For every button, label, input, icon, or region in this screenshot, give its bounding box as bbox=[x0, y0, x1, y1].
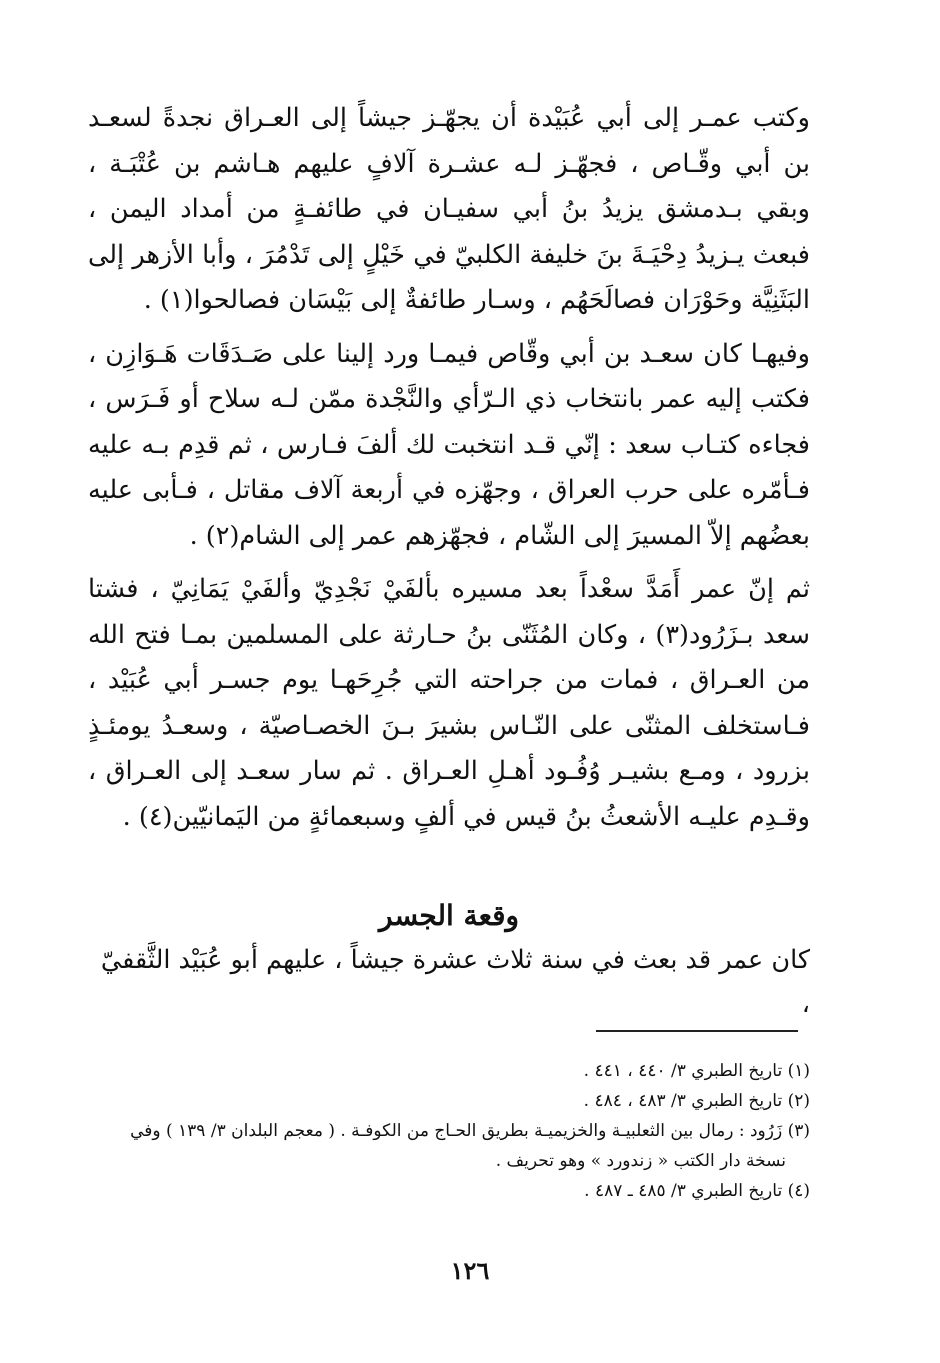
footnote-divider bbox=[596, 1030, 798, 1032]
paragraph-2: وفيهـا كان سعـد بن أبي وقّاص فيمـا ورد إلينا على صَـدَقَات هَـوَازِن ، فكتب إليه عمر بانتخاب ذي الـرّأي والنَّجْدة ممّن لـه سلاح أو فَـرَس ، فجاءه كتـاب سعد : إنّي قـد انتخبت لك ألفَ فـارس ، ثم قدِم بـه عليه فـأمّره على حرب العراق ، وجهّزه في أربعة آلاف مقاتل ، فـأبى عليه بعضُهم إلاّ المسيرَ إلى الشّام ، فجهّزهم عمر إلى الشام(٢) . bbox=[88, 338, 810, 551]
paragraph-1: وكتب عمـر إلى أبي عُبَيْدة أن يجهّـز جيشاً إلى العـراق نجدةً لسعـد بن أبي وقّـاص ، فجهّـز لـه عشـرة آلافٍ عليهم هـاشم بن عُتْبَـة ، وبقي بـدمشق يزيدُ بنُ أبي سفيـان في طائفـةٍ من أمداد اليمن ، فبعث يـزيدُ دِحْيَـةَ بنَ خليفة الكلبيّ في خَيْلٍ إلى تَدْمُرَ ، وأبا الأزهر إلى البَثَنِيَّة وحَوْرَان فصالَحَهُم ، وسـار طائفةٌ إلى بَيْسَان فصالحوا(١) . bbox=[88, 103, 810, 315]
paragraph-3: ثم إنّ عمر أَمَدَّ سعْداً بعد مسيره بألفَيْ نَجْدِيّ وألفَيْ يَمَانِيّ ، فشتا سعد بـزَرُود(٣) ، وكان المُثَنّى بنُ حـارثة على المسلمين بمـا فتح الله من العـراق ، فمات من جراحته التي جُرِحَهـا يوم جسـر أبي عُبَيْد ، فـاستخلف المثنّى على النّـاس بشيرَ بـنَ الخصـاصيّة ، وسعـدُ يومئـذٍ بزرود ، ومـع بشيـر وُفُـود أهـلِ العـراق . ثم سار سعـد إلى العـراق ، وقـدِم عليـه الأشعثُ بنُ قيس في ألفٍ وسبعمائةٍ من اليَمانيّين(٤) . bbox=[88, 574, 810, 832]
footnote-3-continuation: نسخة دار الكتب « زندورد » وهو تحريف . bbox=[495, 1151, 786, 1171]
footnote-1: (١) تاريخ الطبري ٣/ ٤٤٠ ، ٤٤١ . bbox=[583, 1061, 810, 1081]
footnote-3: (٣) زَرُود : رمال بين الثعلبيـة والخزيميـة بطريق الحـاج من الكوفـة . ( معجم البلدان ٣/ ١٣٩ ) وفي bbox=[130, 1121, 810, 1141]
page-body bbox=[88, 96, 810, 1026]
heading-follow-text: كان عمر قد بعث في سنة ثلاث عشرة جيشاً ، عليهم أبو عُبَيْد الثَّقفيّ ، bbox=[100, 945, 810, 1019]
footnote-4: (٤) تاريخ الطبري ٣/ ٤٨٥ ـ ٤٨٧ . bbox=[584, 1181, 810, 1201]
section-heading: وقعة الجسر bbox=[379, 899, 519, 932]
page-number: ١٢٦ bbox=[450, 1256, 490, 1285]
footnotes bbox=[94, 1056, 810, 1206]
footnote-2: (٢) تاريخ الطبري ٣/ ٤٨٣ ، ٤٨٤ . bbox=[583, 1091, 810, 1111]
